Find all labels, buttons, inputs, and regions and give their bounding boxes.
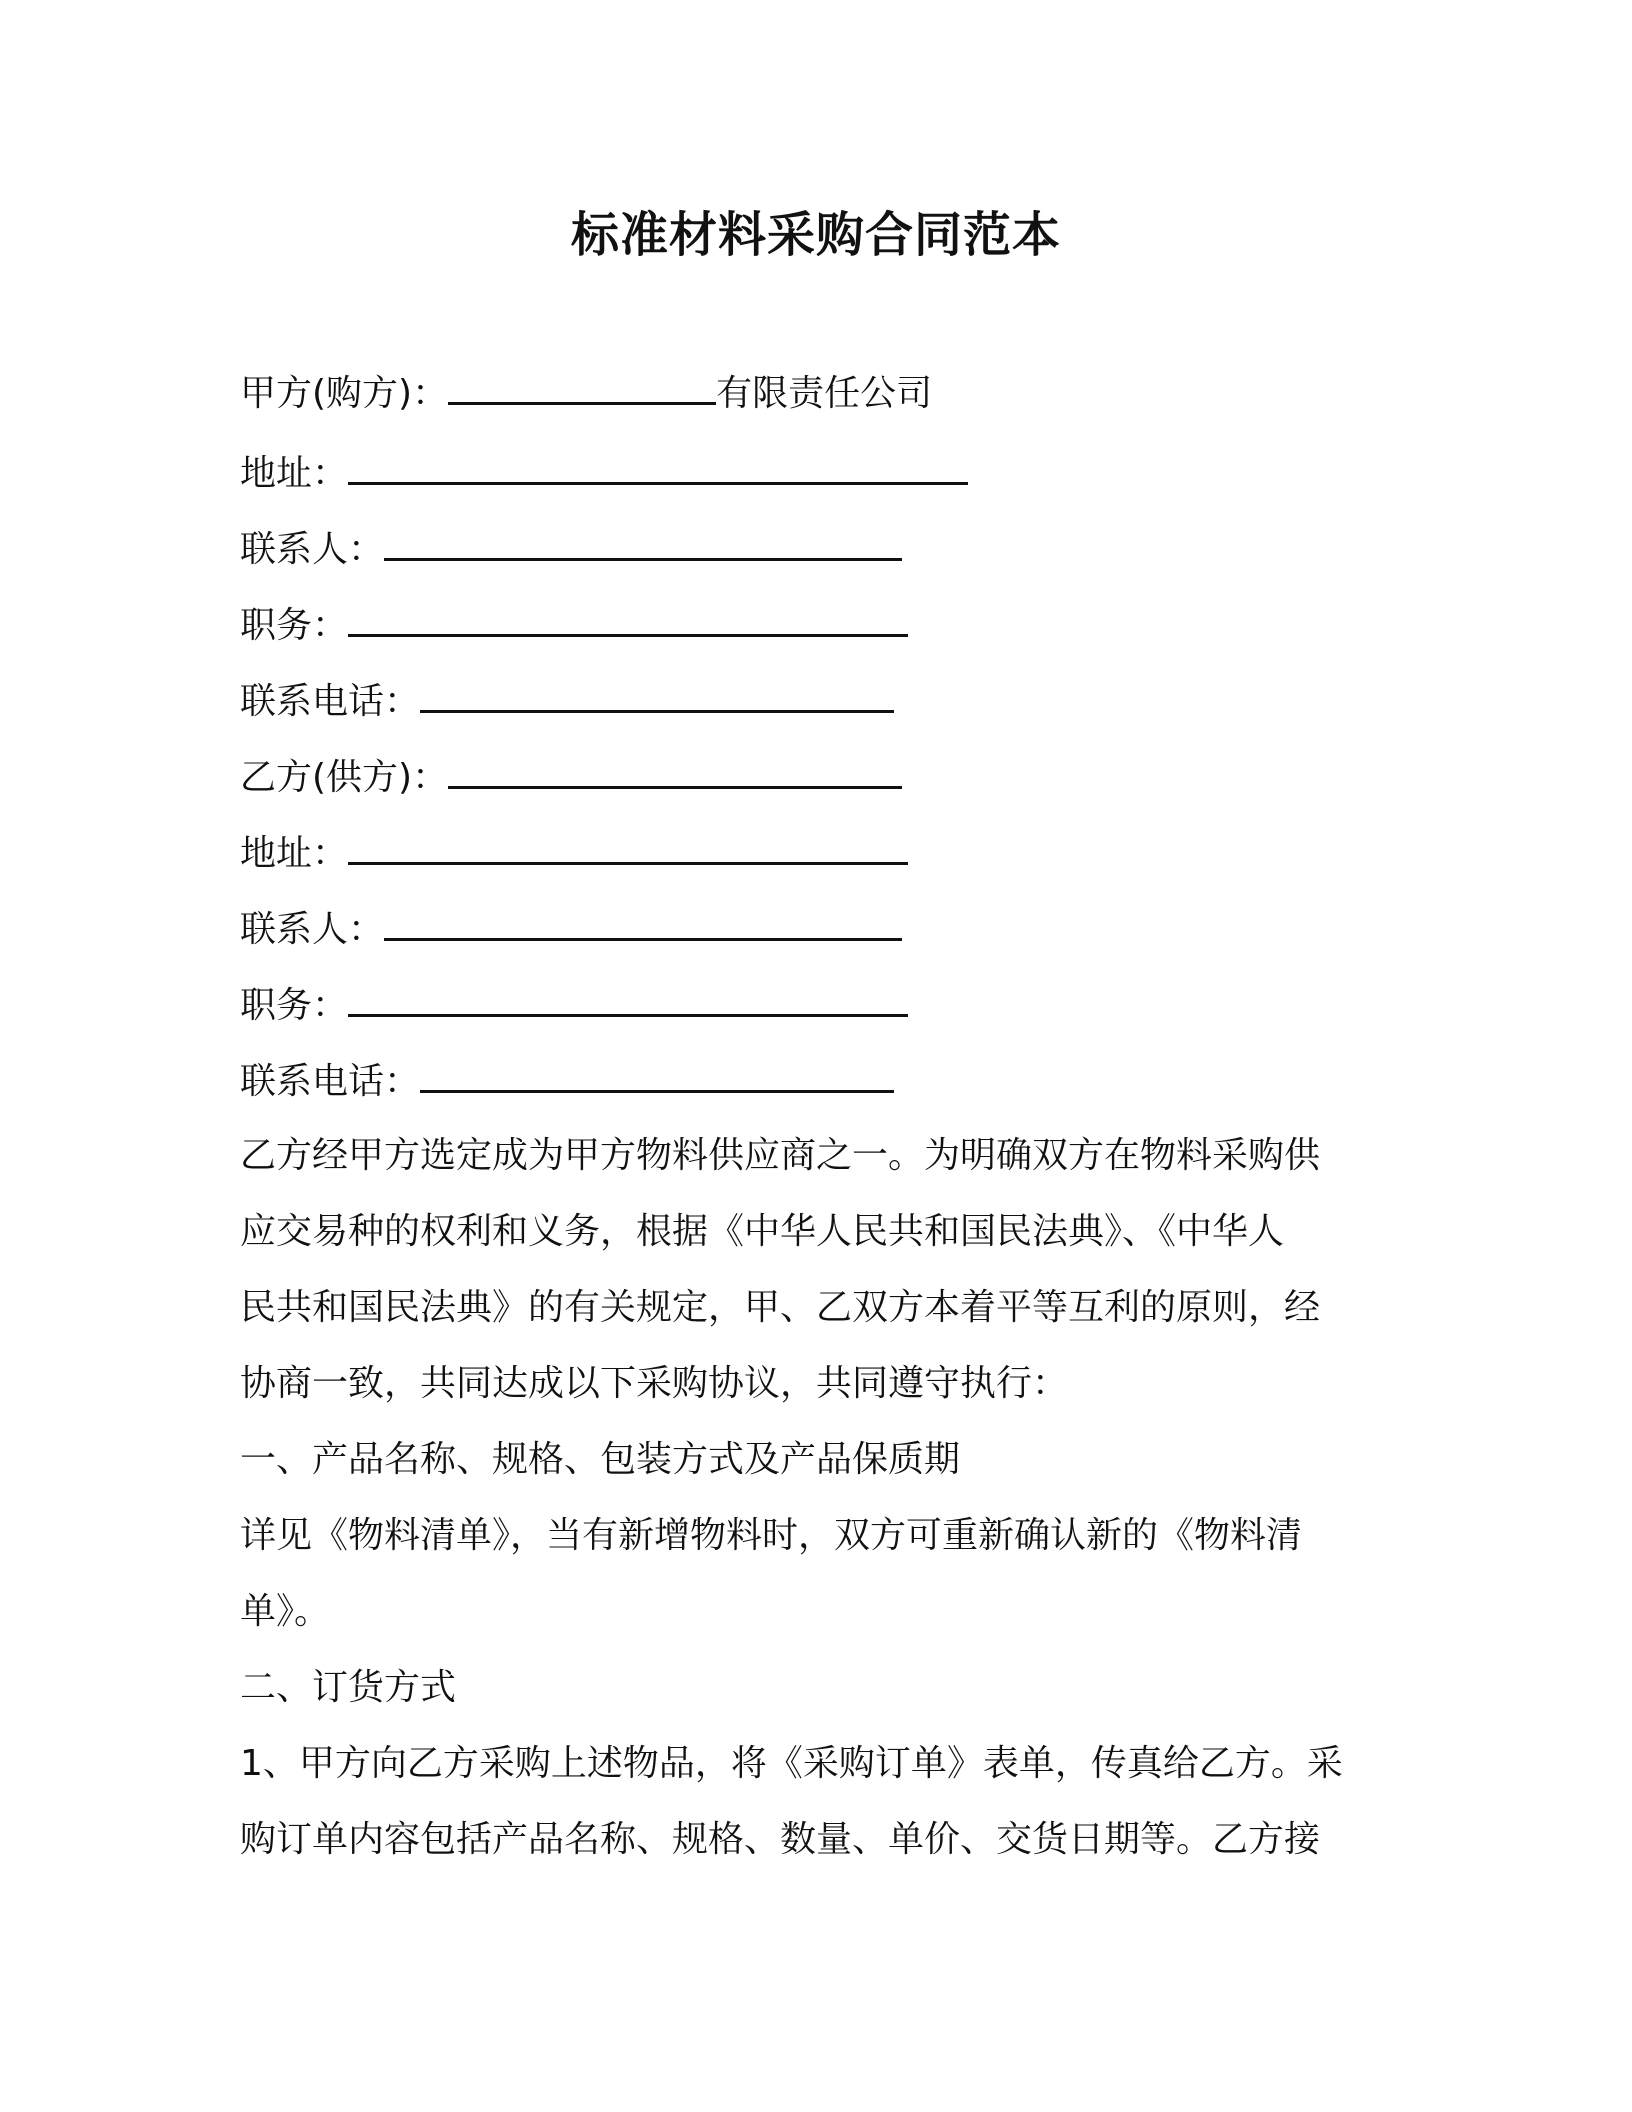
party-a-address-blank[interactable] (348, 448, 968, 485)
section-2-line: 购订单内容包括产品名称、规格、数量、单价、交货日期等。乙方接 (240, 1819, 1321, 1860)
party-b-position-label: 职务： (240, 985, 349, 1026)
party-b-address-blank[interactable] (348, 828, 908, 865)
party-a-position-blank[interactable] (348, 600, 908, 637)
party-a-name-suffix: 有限责任公司 (716, 373, 933, 414)
party-a-name-row (240, 368, 932, 418)
party-b-address-row (240, 828, 908, 878)
party-a-name-blank[interactable] (448, 368, 716, 405)
section-1-line: 单》。 (240, 1591, 331, 1632)
document-title: 标准材料采购合同范本 (570, 207, 1061, 263)
party-a-contact-blank[interactable] (384, 524, 902, 561)
party-b-position-blank[interactable] (348, 980, 908, 1017)
party-a-contact-label: 联系人： (240, 529, 385, 570)
party-b-contact-label: 联系人： (240, 909, 385, 950)
party-a-phone-blank[interactable] (420, 676, 894, 713)
party-b-name-label: 乙方(供方)： (240, 757, 449, 798)
section-1-line: 详见《物料清单》，当有新增物料时，双方可重新确认新的《物料清 (240, 1515, 1303, 1556)
party-b-phone-label: 联系电话： (240, 1061, 421, 1102)
party-a-address-row (240, 448, 968, 498)
party-a-name-label: 甲方(购方)： (240, 373, 449, 414)
party-a-phone-label: 联系电话： (240, 681, 421, 722)
section-1-heading: 一、产品名称、规格、包装方式及产品保质期 (240, 1439, 961, 1480)
party-b-contact-row (240, 904, 902, 954)
party-a-phone-row (240, 676, 894, 726)
preamble-line: 民共和国民法典》的有关规定，甲、乙双方本着平等互利的原则，经 (240, 1287, 1321, 1328)
party-b-phone-blank[interactable] (420, 1056, 894, 1093)
party-b-contact-blank[interactable] (384, 904, 902, 941)
party-b-position-row (240, 980, 908, 1030)
party-a-position-row (240, 600, 908, 650)
party-a-position-label: 职务： (240, 605, 349, 646)
preamble-line: 应交易种的权利和义务，根据《中华人民共和国民法典》、《中华人 (240, 1211, 1285, 1252)
party-a-contact-row (240, 524, 902, 574)
section-2-line: 1、甲方向乙方采购上述物品，将《采购订单》表单，传真给乙方。采 (240, 1743, 1343, 1784)
party-b-address-label: 地址： (240, 833, 349, 874)
party-a-address-label: 地址： (240, 453, 349, 494)
party-b-name-row (240, 752, 902, 802)
party-b-name-blank[interactable] (448, 752, 902, 789)
preamble-line: 协商一致，共同达成以下采购协议，共同遵守执行： (240, 1363, 1069, 1404)
party-b-phone-row (240, 1056, 894, 1106)
preamble-line: 乙方经甲方选定成为甲方物料供应商之一。为明确双方在物料采购供 (240, 1135, 1321, 1176)
section-2-heading: 二、订货方式 (240, 1667, 457, 1708)
